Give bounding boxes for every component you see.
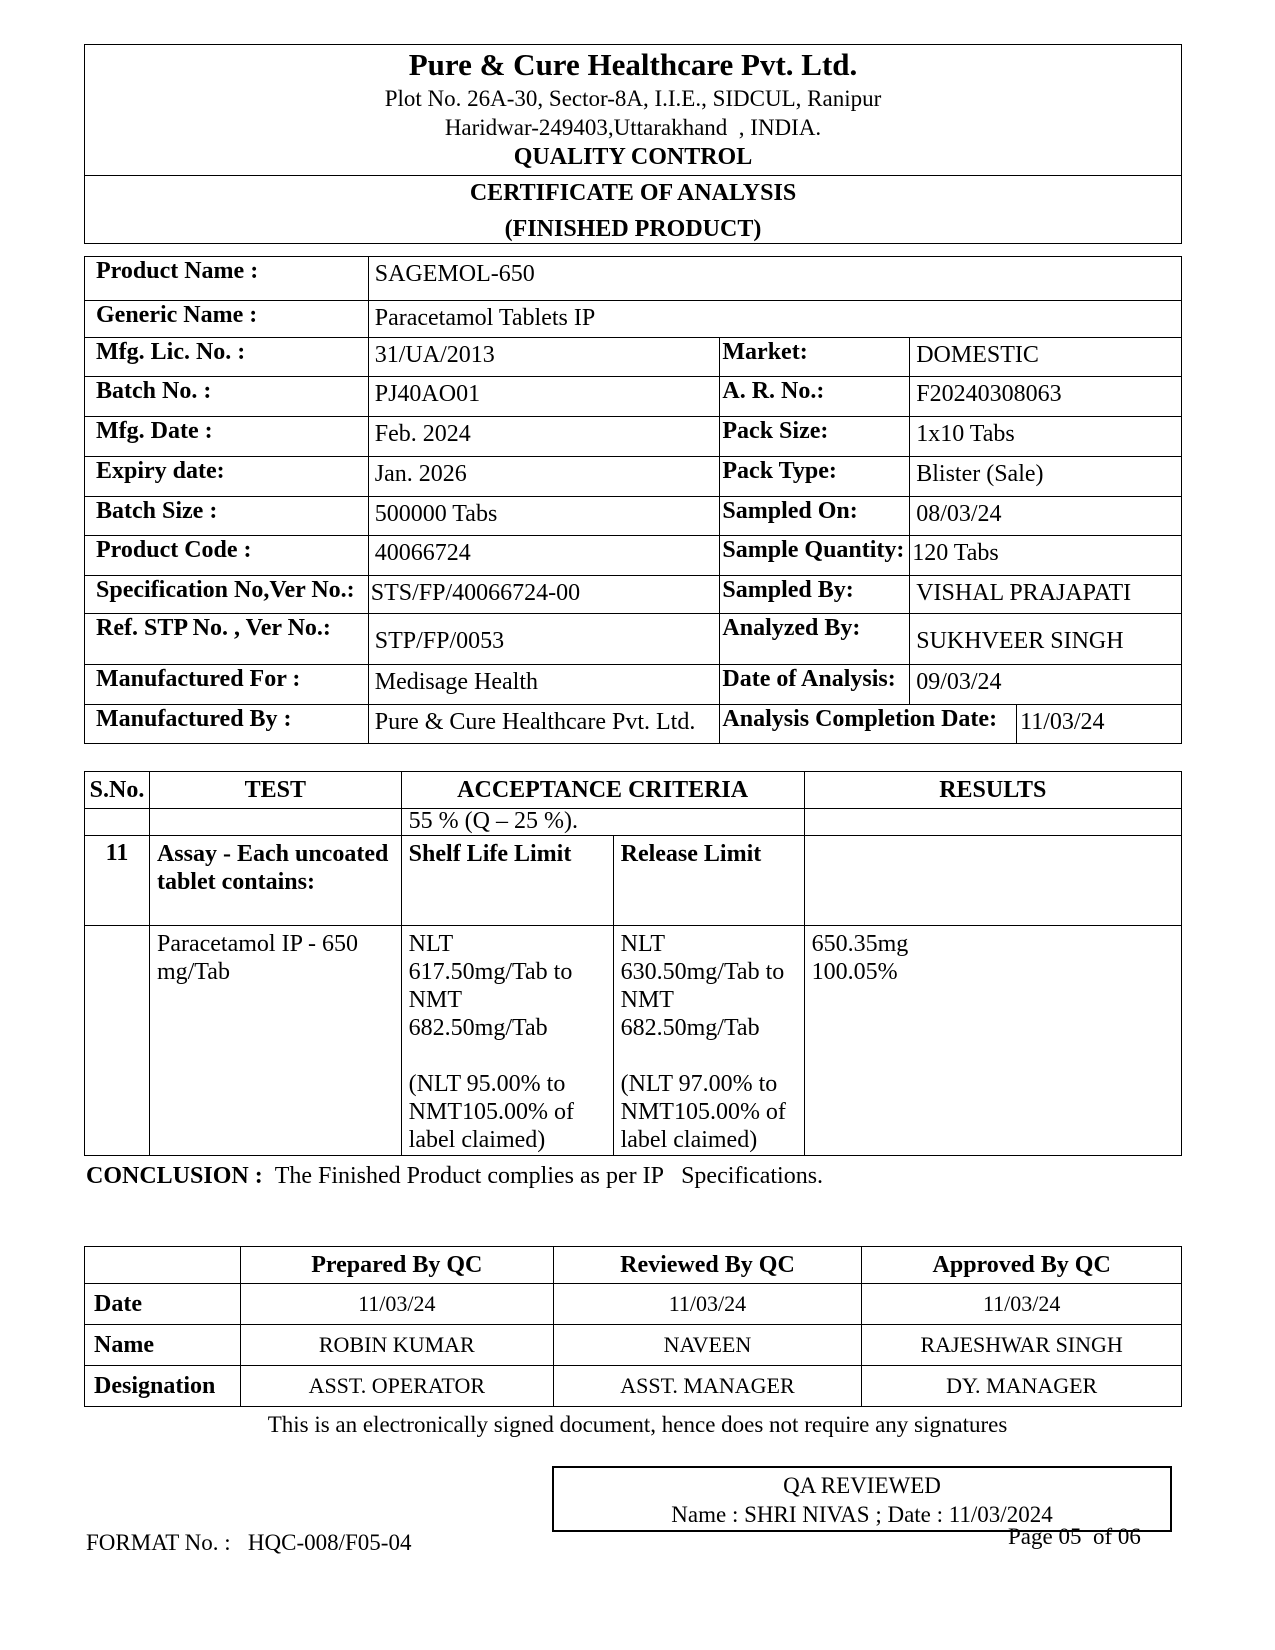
col-header-sno: S.No. (85, 772, 150, 809)
label: Expiry date: (85, 457, 369, 497)
value: F20240308063 (910, 377, 1182, 417)
value: VISHAL PRAJAPATI (910, 576, 1182, 614)
label: Pack Type: (720, 457, 910, 497)
test-carry-row (85, 809, 1182, 836)
qa-review-box (552, 1466, 1172, 1532)
col-header-criteria: ACCEPTANCE CRITERIA (401, 772, 804, 809)
label: Specification No,Ver No.: (85, 576, 369, 614)
result-pct: 100.05% (811, 959, 898, 985)
title-block (85, 175, 1181, 245)
info-row (85, 377, 1182, 417)
approval-header-row (85, 1247, 1182, 1284)
value: 120 Tabs (910, 536, 1182, 576)
reviewed-header: Reviewed By QC (553, 1247, 862, 1284)
cell: DY. MANAGER (862, 1366, 1182, 1407)
label: A. R. No.: (720, 377, 910, 417)
value: Jan. 2026 (368, 457, 720, 497)
info-row (85, 497, 1182, 536)
value: 1x10 Tabs (910, 417, 1182, 457)
shelf-limit-mg: NLT 617.50mg/Tab to NMT 682.50mg/Tab (408, 931, 573, 1041)
empty-cell (804, 836, 1181, 926)
value: 40066724 (368, 536, 720, 576)
value: Blister (Sale) (910, 457, 1182, 497)
empty-cell (85, 809, 150, 836)
info-row (85, 536, 1182, 576)
approved-header: Approved By QC (862, 1247, 1182, 1284)
value: Pure & Cure Healthcare Pvt. Ltd. (368, 705, 720, 744)
empty-cell (149, 809, 401, 836)
empty-cell (804, 809, 1181, 836)
qa-review-details: Name : SHRI NIVAS ; Date : 11/03/2024 (671, 1502, 1053, 1527)
cell: 11/03/24 (862, 1284, 1182, 1325)
approval-table (84, 1246, 1182, 1407)
approval-designation-row (85, 1366, 1182, 1407)
label: Pack Size: (720, 417, 910, 457)
release-label: Release Limit (613, 836, 804, 926)
value: 09/03/24 (910, 665, 1182, 705)
label: Manufactured For : (85, 665, 369, 705)
conclusion (86, 1163, 823, 1190)
label: Mfg. Date : (85, 417, 369, 457)
value: DOMESTIC (910, 338, 1182, 377)
address-line-2: Haridwar-249403,Uttarakhand , INDIA. (444, 115, 822, 140)
result-cell (804, 926, 1181, 1156)
label: Mfg. Lic. No. : (85, 338, 369, 377)
format-number: FORMAT No. : HQC-008/F05-04 (86, 1530, 412, 1555)
label: Sampled On: (720, 497, 910, 536)
value: Paracetamol Tablets IP (368, 301, 1181, 338)
label: Generic Name : (85, 301, 369, 338)
label: Sample Quantity: (720, 536, 910, 576)
release-limit-pct: (NLT 97.00% to NMT105.00% of label claimed) (620, 1071, 786, 1153)
col-header-results: RESULTS (804, 772, 1181, 809)
test-header-row (85, 772, 1182, 809)
cell: ASST. OPERATOR (240, 1366, 553, 1407)
qa-review-title: QA REVIEWED (783, 1473, 941, 1498)
company-block (85, 45, 1181, 176)
label: Manufactured By : (85, 705, 369, 744)
value: SUKHVEER SINGH (910, 614, 1182, 665)
conclusion-label: CONCLUSION : (86, 1163, 263, 1189)
value: 31/UA/2013 (368, 338, 720, 377)
row-label: Name (85, 1325, 241, 1366)
test-item: Paracetamol IP - 650 mg/Tab (149, 926, 401, 1156)
label: Ref. STP No. , Ver No.: (85, 614, 369, 665)
department-title: QUALITY CONTROL (513, 144, 753, 170)
cell: NAVEEN (553, 1325, 862, 1366)
label: Product Name : (85, 257, 369, 301)
serial-number: 11 (85, 836, 150, 926)
label: Analyzed By: (720, 614, 910, 665)
label: Batch No. : (85, 377, 369, 417)
row-label: Designation (85, 1366, 241, 1407)
value: STP/FP/0053 (368, 614, 720, 665)
cell: ASST. MANAGER (553, 1366, 862, 1407)
label: Batch Size : (85, 497, 369, 536)
assay-detail-row (85, 926, 1182, 1156)
carry-over-text: 55 % (Q – 25 %). (401, 809, 804, 836)
info-row (85, 257, 1182, 301)
empty-cell (85, 1247, 241, 1284)
label: Analysis Completion Date: (720, 705, 1017, 744)
value: PJ40AO01 (368, 377, 720, 417)
empty-cell (85, 926, 150, 1156)
release-limit-mg: NLT 630.50mg/Tab to NMT 682.50mg/Tab (620, 931, 785, 1041)
approval-name-row (85, 1325, 1182, 1366)
document-header (84, 44, 1182, 244)
label: Market: (720, 338, 910, 377)
shelf-life-label: Shelf Life Limit (401, 836, 613, 926)
label: Date of Analysis: (720, 665, 910, 705)
cell: 11/03/24 (553, 1284, 862, 1325)
label: Product Code : (85, 536, 369, 576)
info-row (85, 614, 1182, 665)
row-label: Date (85, 1284, 241, 1325)
shelf-limit-pct: (NLT 95.00% to NMT105.00% of label claimed) (408, 1071, 574, 1153)
approval-date-row (85, 1284, 1182, 1325)
product-info-table (84, 256, 1182, 744)
info-row (85, 301, 1182, 338)
esign-note: This is an electronically signed document, hence does not require any signatures (267, 1412, 1008, 1437)
value: Feb. 2024 (368, 417, 720, 457)
assay-title: Assay - Each uncoated tablet contains: (149, 836, 401, 926)
assay-row (85, 836, 1182, 926)
shelf-life-limit (401, 926, 613, 1156)
info-row (85, 457, 1182, 497)
value: STS/FP/40066724-00 (368, 576, 720, 614)
cell: RAJESHWAR SINGH (862, 1325, 1182, 1366)
result-mg: 650.35mg (811, 931, 909, 957)
info-row (85, 665, 1182, 705)
value: Medisage Health (368, 665, 720, 705)
value: 11/03/24 (1017, 705, 1182, 744)
info-row (85, 705, 1182, 744)
col-header-test: TEST (149, 772, 401, 809)
value: SAGEMOL-650 (368, 257, 1181, 301)
company-name: Pure & Cure Healthcare Pvt. Ltd. (408, 47, 858, 82)
prepared-header: Prepared By QC (240, 1247, 553, 1284)
value: 500000 Tabs (368, 497, 720, 536)
value: 08/03/24 (910, 497, 1182, 536)
conclusion-text: The Finished Product complies as per IP Specifications. (274, 1163, 824, 1189)
doc-subtitle: (FINISHED PRODUCT) (504, 216, 762, 242)
info-row (85, 338, 1182, 377)
release-limit (613, 926, 804, 1156)
test-results-table (84, 771, 1182, 1156)
info-row (85, 576, 1182, 614)
page-number: Page 05 of 06 (1008, 1524, 1141, 1549)
cell: ROBIN KUMAR (240, 1325, 553, 1366)
label: Sampled By: (720, 576, 910, 614)
cell: 11/03/24 (240, 1284, 553, 1325)
address-line-1: Plot No. 26A-30, Sector-8A, I.I.E., SIDCUL, Ranipur (384, 86, 882, 111)
info-row (85, 417, 1182, 457)
doc-title: CERTIFICATE OF ANALYSIS (469, 180, 797, 206)
